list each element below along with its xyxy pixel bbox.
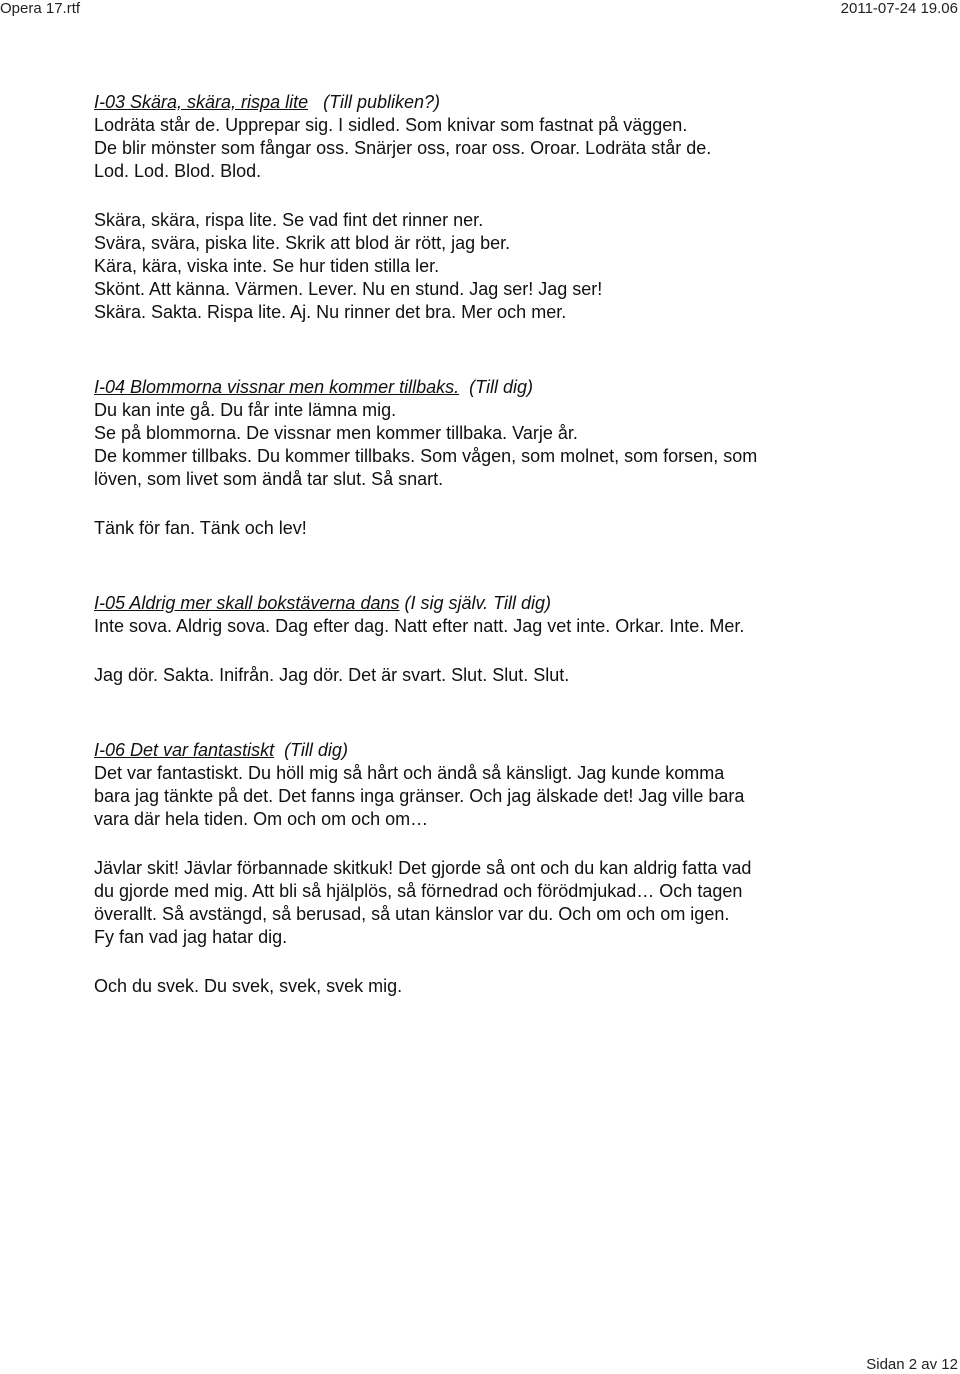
text-line: Jävlar skit! Jävlar förbannade skitkuk! Det gjorde så ont och du kan aldrig fatta vad bbox=[94, 858, 752, 878]
text-line: Inte sova. Aldrig sova. Dag efter dag. Natt efter natt. Jag vet inte. Orkar. Inte. Mer. bbox=[94, 616, 745, 636]
section-heading-i06 bbox=[94, 739, 874, 762]
verse-line: Skära. Sakta. Rispa lite. Aj. Nu rinner det bra. Mer och mer. bbox=[94, 302, 567, 322]
section-heading-i04 bbox=[94, 376, 874, 399]
verse-line: Svära, svära, piska lite. Skrik att blod är rött, jag ber. bbox=[94, 233, 511, 253]
text-line: Lod. Lod. Blod. Blod. bbox=[94, 161, 262, 181]
text-line: Se på blommorna. De vissnar men kommer tillbaka. Varje år. bbox=[94, 423, 578, 443]
text-line: Lodräta står de. Upprepar sig. I sidled. Som knivar som fastnat på väggen. bbox=[94, 115, 688, 135]
section-note-i05: (I sig själv. Till dig) bbox=[404, 593, 552, 613]
text-line: överallt. Så avstängd, så berusad, så utan känslor var du. Och om och om igen. bbox=[94, 904, 730, 924]
section-title-i04: I-04 Blommorna vissnar men kommer tillbaks. bbox=[94, 377, 460, 397]
text-line: vara där hela tiden. Om och om och om… bbox=[94, 809, 429, 829]
page-number: Sidan 2 av 12 bbox=[866, 1356, 958, 1373]
verse-line: Kära, kära, viska inte. Se hur tiden stilla ler. bbox=[94, 256, 440, 276]
text-line: Det var fantastiskt. Du höll mig så hårt och ändå så känsligt. Jag kunde komma bbox=[94, 763, 725, 783]
text-line: du gjorde med mig. Att bli så hjälplös, så förnedrad och förödmjukad… Och tagen bbox=[94, 881, 743, 901]
text-line: De kommer tillbaks. Du kommer tillbaks. Som vågen, som molnet, som forsen, som bbox=[94, 446, 758, 466]
text-line: De blir mönster som fångar oss. Snärjer oss, roar oss. Oroar. Lodräta står de. bbox=[94, 138, 712, 158]
section-note-i04: (Till dig) bbox=[469, 377, 533, 397]
section-title-i06: I-06 Det var fantastiskt bbox=[94, 740, 275, 760]
section-heading-i03 bbox=[94, 91, 874, 114]
text-line: Jag dör. Sakta. Inifrån. Jag dör. Det är svart. Slut. Slut. Slut. bbox=[94, 665, 570, 685]
document-datetime: 2011-07-24 19.06 bbox=[840, 0, 958, 17]
section-title-i05: I-05 Aldrig mer skall bokstäverna dans bbox=[94, 593, 400, 613]
text-line: löven, som livet som ändå tar slut. Så snart. bbox=[94, 469, 444, 489]
text-line: Fy fan vad jag hatar dig. bbox=[94, 927, 288, 947]
section-note-i06: (Till dig) bbox=[284, 740, 348, 760]
text-line: bara jag tänkte på det. Det fanns inga gränser. Och jag älskade det! Jag ville bara bbox=[94, 786, 745, 806]
text-line: Och du svek. Du svek, svek, svek mig. bbox=[94, 976, 403, 996]
document-body bbox=[94, 91, 874, 998]
verse-line: Skära, skära, rispa lite. Se vad fint det rinner ner. bbox=[94, 210, 484, 230]
section-heading-i05 bbox=[94, 592, 874, 615]
text-line: Tänk för fan. Tänk och lev! bbox=[94, 518, 307, 538]
section-note-i03: (Till publiken?) bbox=[323, 92, 440, 112]
text-line: Du kan inte gå. Du får inte lämna mig. bbox=[94, 400, 397, 420]
verse-line: Skönt. Att känna. Värmen. Lever. Nu en stund. Jag ser! Jag ser! bbox=[94, 279, 603, 299]
section-title-i03: I-03 Skära, skära, rispa lite bbox=[94, 92, 309, 112]
document-filename: Opera 17.rtf bbox=[0, 0, 81, 17]
